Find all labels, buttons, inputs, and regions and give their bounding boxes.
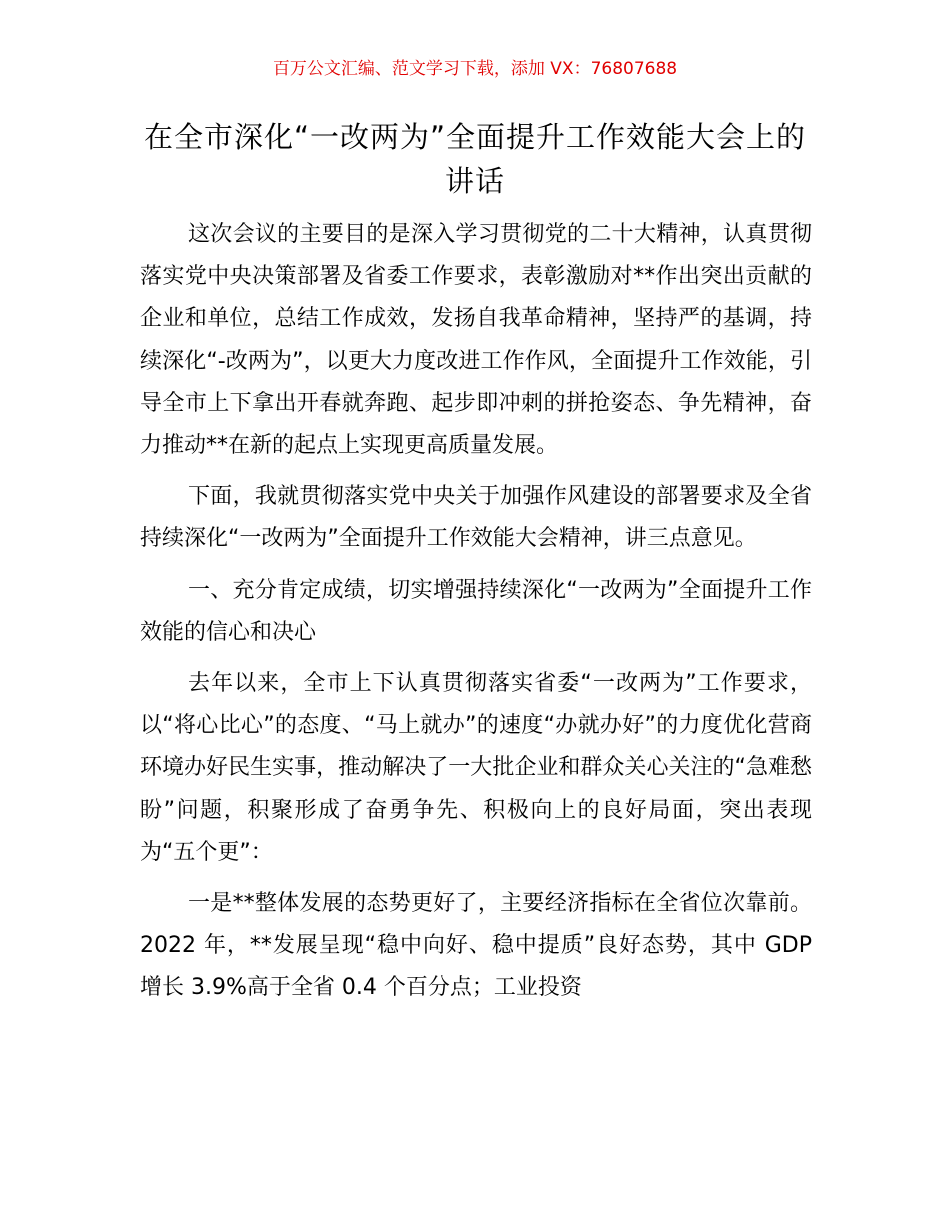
header-watermark: 百万公文汇编、范文学习下载，添加 VX：76807688 bbox=[272, 59, 678, 79]
paragraph-achievements: 去年以来，全市上下认真贯彻落实省委“一改两为”工作要求，以“将心比心”的态度、“马上就办”的速度“办就办好”的力度优化营商环境办好民生实事，推动解决了一大批企业和群众关心关注的“急难愁盼”问题，积聚形成了奋勇争先、积极向上的良好局面，突出表现为“五个更”： bbox=[140, 671, 813, 865]
document-title: 在全市深化“一改两为”全面提升工作效能大会上的讲话 bbox=[143, 120, 807, 198]
paragraph-intro: 这次会议的主要目的是深入学习贯彻党的二十大精神，认真贯彻落实党中央决策部署及省委工作要求，表彰激励对**作出突出贡献的企业和单位，总结工作成效，发扬自我革命精神，坚持严的基调，持续深化“-改两为”，以更大力度改进工作作风，全面提升工作效能，引导全市上下拿出开春就奔跑、起步即冲刺的拼抢姿态、争先精神，奋力推动**在新的起点上实现更高质量发展。 bbox=[140, 222, 812, 459]
paragraph-point-1: 一是**整体发展的态势更好了，主要经济指标在全省位次靠前。2022 年，**发展呈现“稳中向好、稳中提质”良好态势，其中 GDP 增长 3.9%高于全省 0.4 个百分点；工业投资 bbox=[140, 891, 812, 1001]
section-heading-1: 一、充分肯定成绩，切实增强持续深化“一改两为”全面提升工作效能的信心和决心 bbox=[140, 577, 812, 645]
paragraph-overview: 下面，我就贯彻落实党中央关于加强作风建设的部署要求及全省持续深化“一改两为”全面提升工作效能大会精神，讲三点意见。 bbox=[140, 484, 812, 552]
document-body bbox=[140, 214, 812, 1019]
